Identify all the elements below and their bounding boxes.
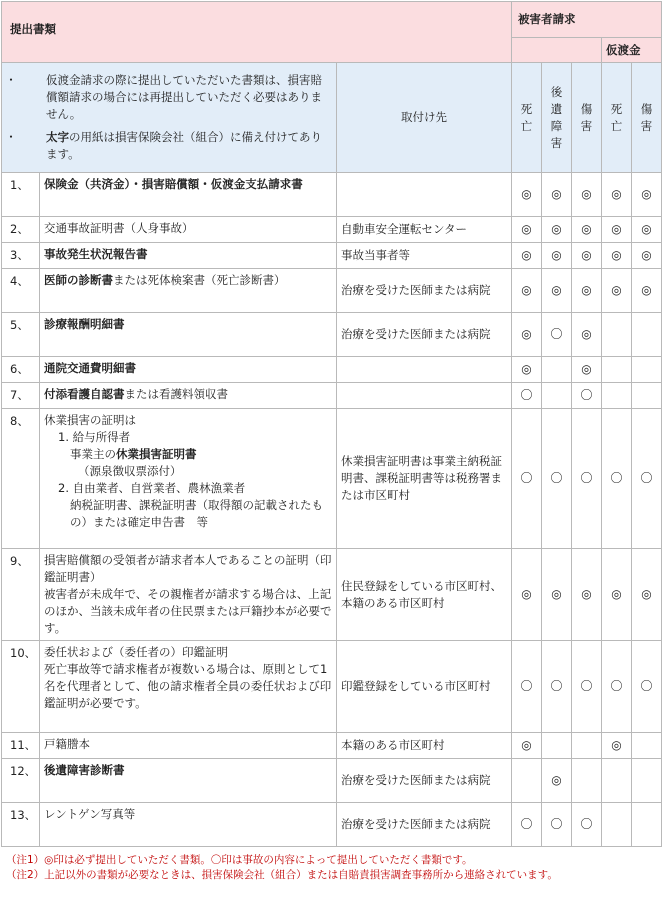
row-number: 4、 [2,269,40,313]
col-header-death: 死 亡 [512,63,542,173]
col-header-prov-injury: 傷 害 [632,63,662,173]
submission-destination: 治療を受けた医師または病院 [337,803,512,847]
table-row [2,641,662,733]
mark-cell: ◎ [512,733,542,759]
mark-cell: ◎ [572,549,602,641]
mark-cell: ◎ [572,217,602,243]
mark-cell: ◎ [602,173,632,217]
mark-cell [632,383,662,409]
mark-cell: ◎ [572,313,602,357]
table-row [2,243,662,269]
mark-cell [632,759,662,803]
mark-cell [602,383,632,409]
note-2: （注2）上記以外の書類が必要なときは、損害保険会社（組合）または自賠責損害調査事務所から連絡されています。 [6,869,558,881]
mark-cell: ◎ [632,269,662,313]
notes [0,853,662,883]
table-row [2,409,662,549]
row-number: 11、 [2,733,40,759]
mark-cell: ◎ [512,357,542,383]
mark-cell [572,733,602,759]
mark-cell [542,357,572,383]
table-row [2,357,662,383]
mark-cell: ◎ [602,269,632,313]
submission-destination: 自動車安全運転センター [337,217,512,243]
mark-cell: ◎ [602,733,632,759]
mark-cell [602,759,632,803]
mark-cell: ◎ [602,243,632,269]
row-number: 9、 [2,549,40,641]
row-number: 1、 [2,173,40,217]
document-name: レントゲン写真等 [40,803,337,847]
submission-destination: 休業損害証明書は事業主納税証明書、課税証明書等は税務署または市区町村 [337,409,512,549]
mark-cell: ◎ [572,269,602,313]
document-name: 通院交通費明細書 [40,357,337,383]
destination-header: 取付け先 [337,63,512,173]
mark-cell: 〇 [572,409,602,549]
table-row [2,269,662,313]
mark-cell: ◎ [542,549,572,641]
mark-cell: ◎ [512,549,542,641]
mark-cell: ◎ [512,313,542,357]
mark-cell [602,357,632,383]
row-number: 13、 [2,803,40,847]
mark-cell: ◎ [512,173,542,217]
header-spacer [512,38,602,63]
submission-destination: 印鑑登録をしている市区町村 [337,641,512,733]
header-provisional: 仮渡金 [602,38,662,63]
mark-cell: ◎ [632,173,662,217]
mark-cell: ◎ [572,243,602,269]
submission-destination: 住民登録をしている市区町村、本籍のある市区町村 [337,549,512,641]
submission-destination: 事故当事者等 [337,243,512,269]
mark-cell: ◎ [542,217,572,243]
header-title: 提出書類 [2,2,512,63]
mark-cell: ◎ [512,217,542,243]
document-name: 委任状および（委任者の）印鑑証明 死亡事故等で請求権者が複数いる場合は、原則として1名を代理者として、他の請求権者全員の委任状および印鑑証明が必要です。 [40,641,337,733]
mark-cell: 〇 [572,641,602,733]
note-1: （注1）◎印は必ず提出していただく書類。〇印は事故の内容によって提出していただく書類です。 [6,854,473,866]
document-name: 休業損害の証明は 1. 給与所得者 事業主の休業損害証明書 （源泉徴収票添付） 2. 自由業者、自営業者、農林漁業者 納税証明書、課税証明書（取得額の記載されたもの）または確定申告書 等 [40,409,337,549]
mark-cell: ◎ [542,243,572,269]
row-number: 2、 [2,217,40,243]
mark-cell [632,803,662,847]
mark-cell: ◎ [512,243,542,269]
document-name: 戸籍謄本 [40,733,337,759]
table-row [2,733,662,759]
mark-cell [632,357,662,383]
mark-cell: 〇 [542,313,572,357]
intro-notes [2,63,337,173]
row-number: 12、 [2,759,40,803]
col-header-injury: 傷 害 [572,63,602,173]
mark-cell: 〇 [512,641,542,733]
mark-cell: ◎ [602,217,632,243]
table-row [2,217,662,243]
mark-cell: ◎ [512,269,542,313]
mark-cell: 〇 [572,803,602,847]
submission-destination [337,173,512,217]
mark-cell [602,803,632,847]
intro-bullet-2: ・ 太字の用紙は損害保険会社（組合）に備え付けてあります。 [5,130,322,161]
submission-destination: 治療を受けた医師または病院 [337,759,512,803]
mark-cell: 〇 [602,641,632,733]
row-number: 5、 [2,313,40,357]
table-row [2,549,662,641]
submission-destination [337,383,512,409]
mark-cell: ◎ [602,549,632,641]
mark-cell: 〇 [542,641,572,733]
submission-destination: 本籍のある市区町村 [337,733,512,759]
mark-cell: 〇 [512,409,542,549]
mark-cell: ◎ [632,243,662,269]
mark-cell: ◎ [632,549,662,641]
mark-cell [542,383,572,409]
mark-cell [632,313,662,357]
mark-cell [572,759,602,803]
document-name: 損害賠償額の受領者が請求者本人であることの証明（印鑑証明書） 被害者が未成年で、その親権者が請求する場合は、上記のほか、当該未成年者の住民票または戸籍抄本が必要です。 [40,549,337,641]
row-number: 8、 [2,409,40,549]
mark-cell: 〇 [542,803,572,847]
mark-cell: ◎ [632,217,662,243]
document-name: 医師の診断書または死体検案書（死亡診断書） [40,269,337,313]
mark-cell [542,733,572,759]
documents-table [1,1,662,847]
mark-cell [602,313,632,357]
intro-bullet-1: ・ 仮渡金請求の際に提出していただいた書類は、損害賠償額請求の場合には再提出していただく必要はありません。 [5,73,322,121]
col-header-prov-death: 死 亡 [602,63,632,173]
submission-destination: 治療を受けた医師または病院 [337,269,512,313]
row-number: 6、 [2,357,40,383]
submission-destination: 治療を受けた医師または病院 [337,313,512,357]
document-name: 付添看護自認書または看護料領収書 [40,383,337,409]
row-number: 3、 [2,243,40,269]
submission-destination [337,357,512,383]
table-row [2,313,662,357]
mark-cell: 〇 [542,409,572,549]
document-name: 保険金（共済金）・損害賠償額・仮渡金支払請求書 [40,173,337,217]
mark-cell: ◎ [542,173,572,217]
mark-cell: ◎ [572,173,602,217]
mark-cell: ◎ [542,269,572,313]
mark-cell: 〇 [512,803,542,847]
mark-cell [632,733,662,759]
table-row [2,759,662,803]
mark-cell [512,759,542,803]
row-number: 7、 [2,383,40,409]
table-row [2,803,662,847]
document-name: 交通事故証明書（人身事故） [40,217,337,243]
table-row [2,173,662,217]
mark-cell: ◎ [542,759,572,803]
document-name: 後遺障害診断書 [40,759,337,803]
table-row [2,383,662,409]
mark-cell: 〇 [512,383,542,409]
mark-cell: ◎ [572,357,602,383]
mark-cell: 〇 [632,641,662,733]
mark-cell: 〇 [632,409,662,549]
document-name: 事故発生状況報告書 [40,243,337,269]
row-number: 10、 [2,641,40,733]
mark-cell: 〇 [572,383,602,409]
document-name: 診療報酬明細書 [40,313,337,357]
mark-cell: 〇 [602,409,632,549]
header-victim-claim: 被害者請求 [512,2,662,38]
col-header-disability: 後 遺 障 害 [542,63,572,173]
